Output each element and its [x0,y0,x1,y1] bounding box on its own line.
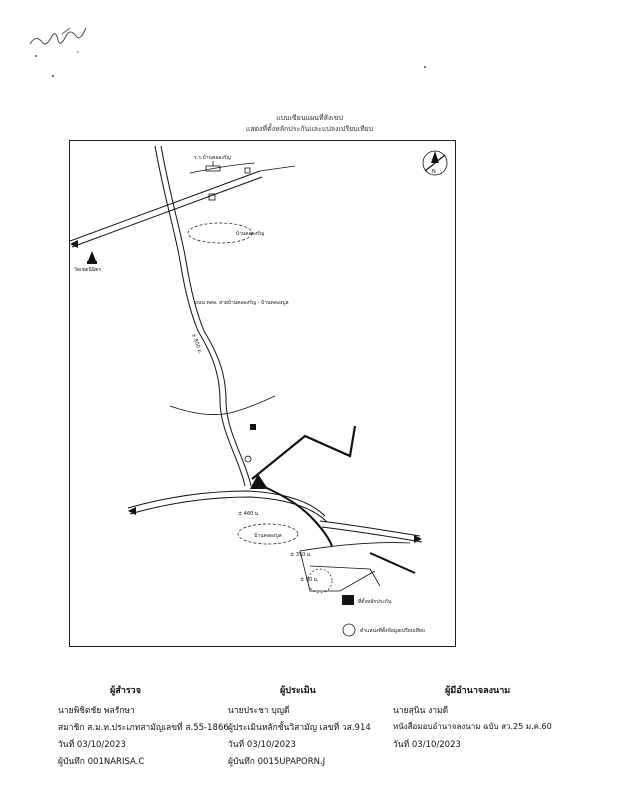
road-to-village-label: ถนน คสล. สายบ้านคลองรัญ - บ้านคลองบูล [195,300,289,306]
north-south-road [155,146,245,486]
appraiser-recorder: ผู้บันทึก 0015UPAPORN.J [228,757,326,767]
map-frame [69,140,456,647]
handwritten-mark [22,22,112,62]
appraiser-position: ผู้ประเมินหลักชั้นวิสามัญ เลขที่ วส.914 [228,723,371,733]
appraiser-date: วันที่ 03/10/2023 [228,740,296,750]
building-icon [245,168,250,173]
distance-mid-label: ± 460 ม. [238,511,260,517]
surveyor-position: สมาชิก ส.ม.ท.ประเภทสามัญเลขที่ ส.55-1866 [58,723,229,733]
village-south-label: บ้านคลองบูล [254,533,282,539]
surveyor-heading: ผู้สำรวจ [110,686,141,696]
surveyor-recorder: ผู้บันทึก 001NARISA.C [58,757,145,767]
authorizer-heading: ผู้มีอำนาจลงนาม [445,686,511,696]
appraiser-heading: ผู้ประเมิน [280,686,316,696]
map-title: แบบเขียนแผนที่สังเขป [276,114,343,122]
temple-icon [87,251,97,264]
distance-south-label: ± 350 ม. [290,552,312,558]
legend-subject-swatch [342,595,354,605]
appraiser-name: นายประชา บุญดี [228,706,290,716]
surveyor-date: วันที่ 03/10/2023 [58,740,126,750]
map-subtitle: แสดงที่ตั้งหลักประกันและแปลงเปรียบเทียบ [245,125,374,133]
legend-comparison-swatch [343,624,355,636]
village-north-label: บ้านคลองรัญ [235,231,265,237]
distance-last-label: ± 90 ม. [300,577,319,583]
side-road [170,396,275,415]
north-label: N [432,169,436,175]
subject-location-marker [250,474,268,489]
legend [342,595,425,636]
authorizer-position: หนังสือมอบอำนาจลงนาม ฉบับ สว.25 ม.ค.60 [393,722,552,731]
school-label: ร.ร.บ้านคลองรัญ [194,155,231,161]
access-road [252,426,355,479]
scan-speck [424,66,426,68]
surveyor-name: นายพิชิตชัย พลรักษา [58,706,135,716]
building-icon [250,424,256,430]
marker-icon [245,456,251,462]
authorizer-name: นายสุนิน งามดี [393,706,449,716]
legend-subject-label: ที่ตั้งหลักประกัน [358,599,392,605]
legend-comparison-label: ตำแหน่งที่ตั้งข้อมูลเปรียบเทียบ [360,628,425,634]
distance-north-label: ± 800 ม. [190,332,204,356]
north-arrow-icon [423,151,447,175]
scan-speck [52,75,54,77]
authorizer-date: วันที่ 03/10/2023 [393,740,461,750]
map-canvas [70,141,455,646]
temple-label: วัดเขตนิมิตร [74,267,102,273]
